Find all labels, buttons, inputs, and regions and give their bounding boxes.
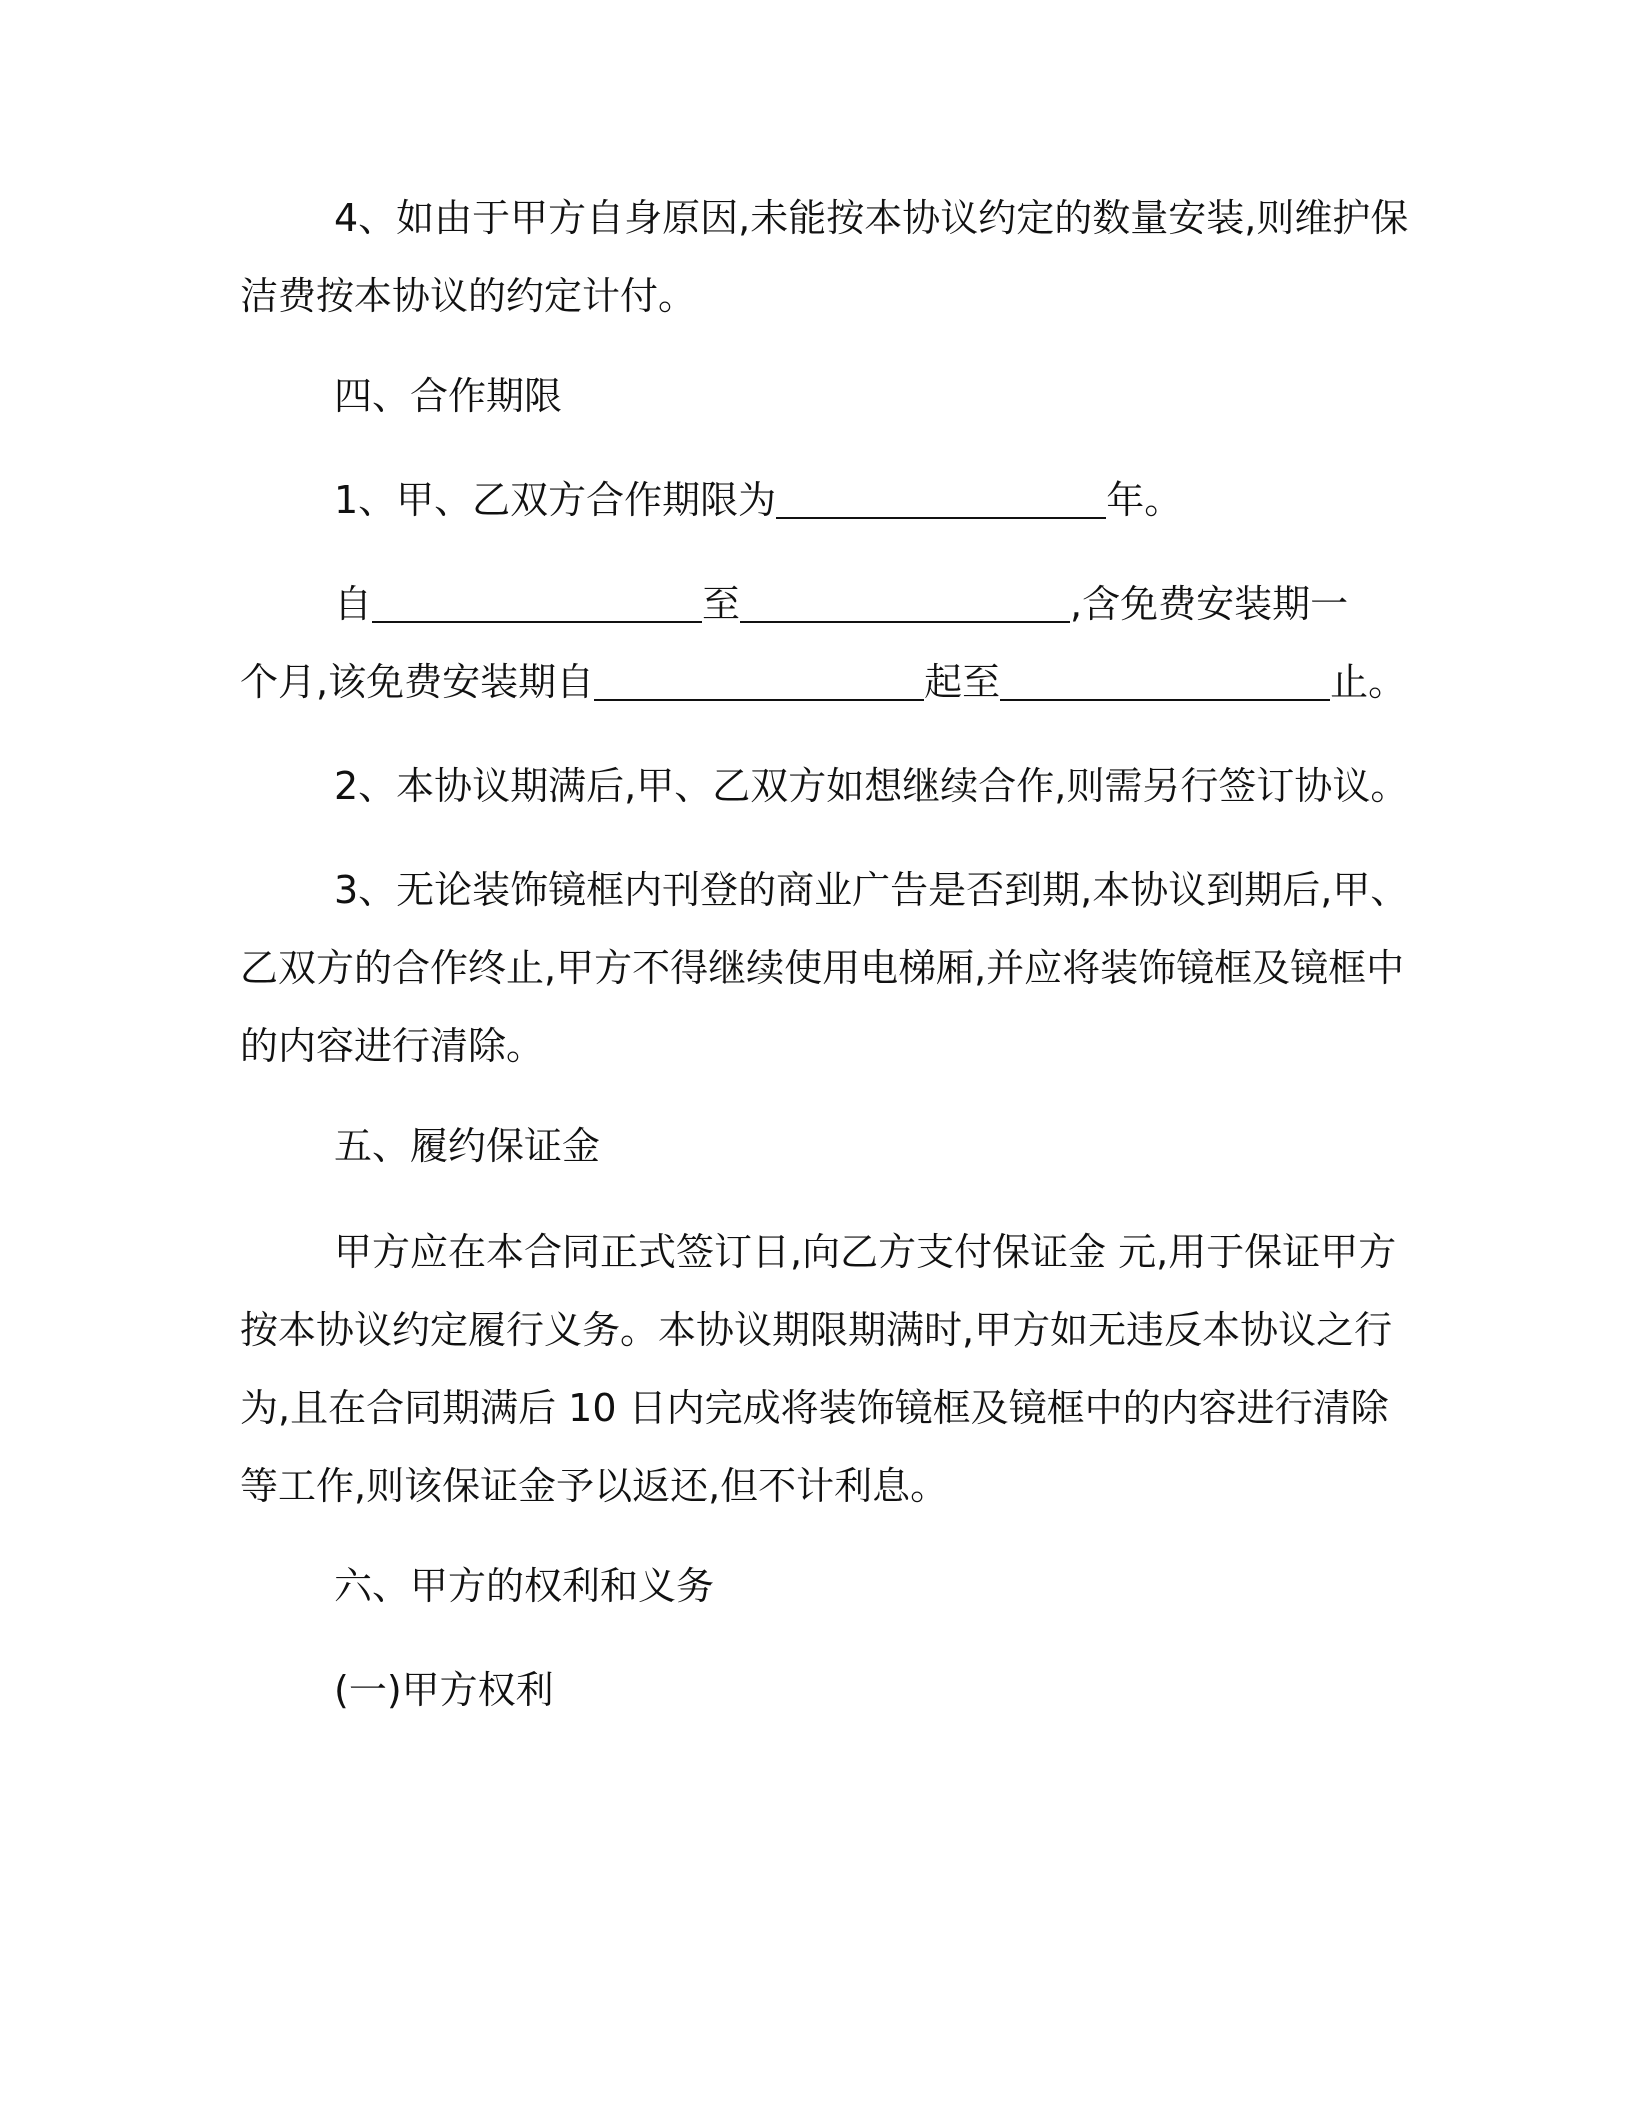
term-dates-line [334, 578, 1348, 630]
term-to-label: 至 [702, 582, 741, 626]
term-years-line [334, 474, 1182, 526]
term-to-blank [740, 585, 1070, 623]
deposit-line-4: 等工作,则该保证金予以返还,但不计利息。 [240, 1464, 949, 1508]
free-install-line [240, 656, 1406, 708]
section-6-sub-1: (一)甲方权利 [334, 1668, 554, 1712]
term-years-unit: 年。 [1106, 478, 1183, 522]
term-from-blank [372, 585, 702, 623]
term-from-label: 自 [334, 582, 373, 626]
free-install-end-text: 止。 [1330, 660, 1407, 704]
free-install-to-blank [1000, 663, 1330, 701]
term-years-text: 1、甲、乙双方合作期限为 [334, 478, 777, 522]
term-free-install-text: ,含免费安装期一 [1070, 582, 1349, 626]
free-install-to-text: 起至 [924, 660, 1001, 704]
term-item-2: 2、本协议期满后,甲、乙双方如想继续合作,则需另行签订协议。 [334, 764, 1409, 808]
paragraph-4-line-1: 4、如由于甲方自身原因,未能按本协议约定的数量安装,则维护保 [334, 196, 1409, 240]
free-install-from-text: 个月,该免费安装期自 [240, 660, 595, 704]
section-6-heading: 六、甲方的权利和义务 [334, 1564, 715, 1608]
deposit-line-2: 按本协议约定履行义务。本协议期限期满时,甲方如无违反本协议之行 [240, 1308, 1393, 1352]
deposit-line-1: 甲方应在本合同正式签订日,向乙方支付保证金 元,用于保证甲方 [334, 1230, 1397, 1274]
term-item-3-line-1: 3、无论装饰镜框内刊登的商业广告是否到期,本协议到期后,甲、 [334, 868, 1409, 912]
section-5-heading: 五、履约保证金 [334, 1124, 601, 1168]
term-item-3-line-3: 的内容进行清除。 [240, 1024, 545, 1068]
paragraph-4-line-2: 洁费按本协议的约定计付。 [240, 274, 697, 318]
free-install-from-blank [594, 663, 924, 701]
term-years-blank [776, 481, 1106, 519]
term-item-3-line-2: 乙双方的合作终止,甲方不得继续使用电梯厢,并应将装饰镜框及镜框中 [240, 946, 1405, 990]
deposit-line-3: 为,且在合同期满后 10 日内完成将装饰镜框及镜框中的内容进行清除 [240, 1386, 1389, 1430]
section-4-heading: 四、合作期限 [334, 374, 563, 418]
